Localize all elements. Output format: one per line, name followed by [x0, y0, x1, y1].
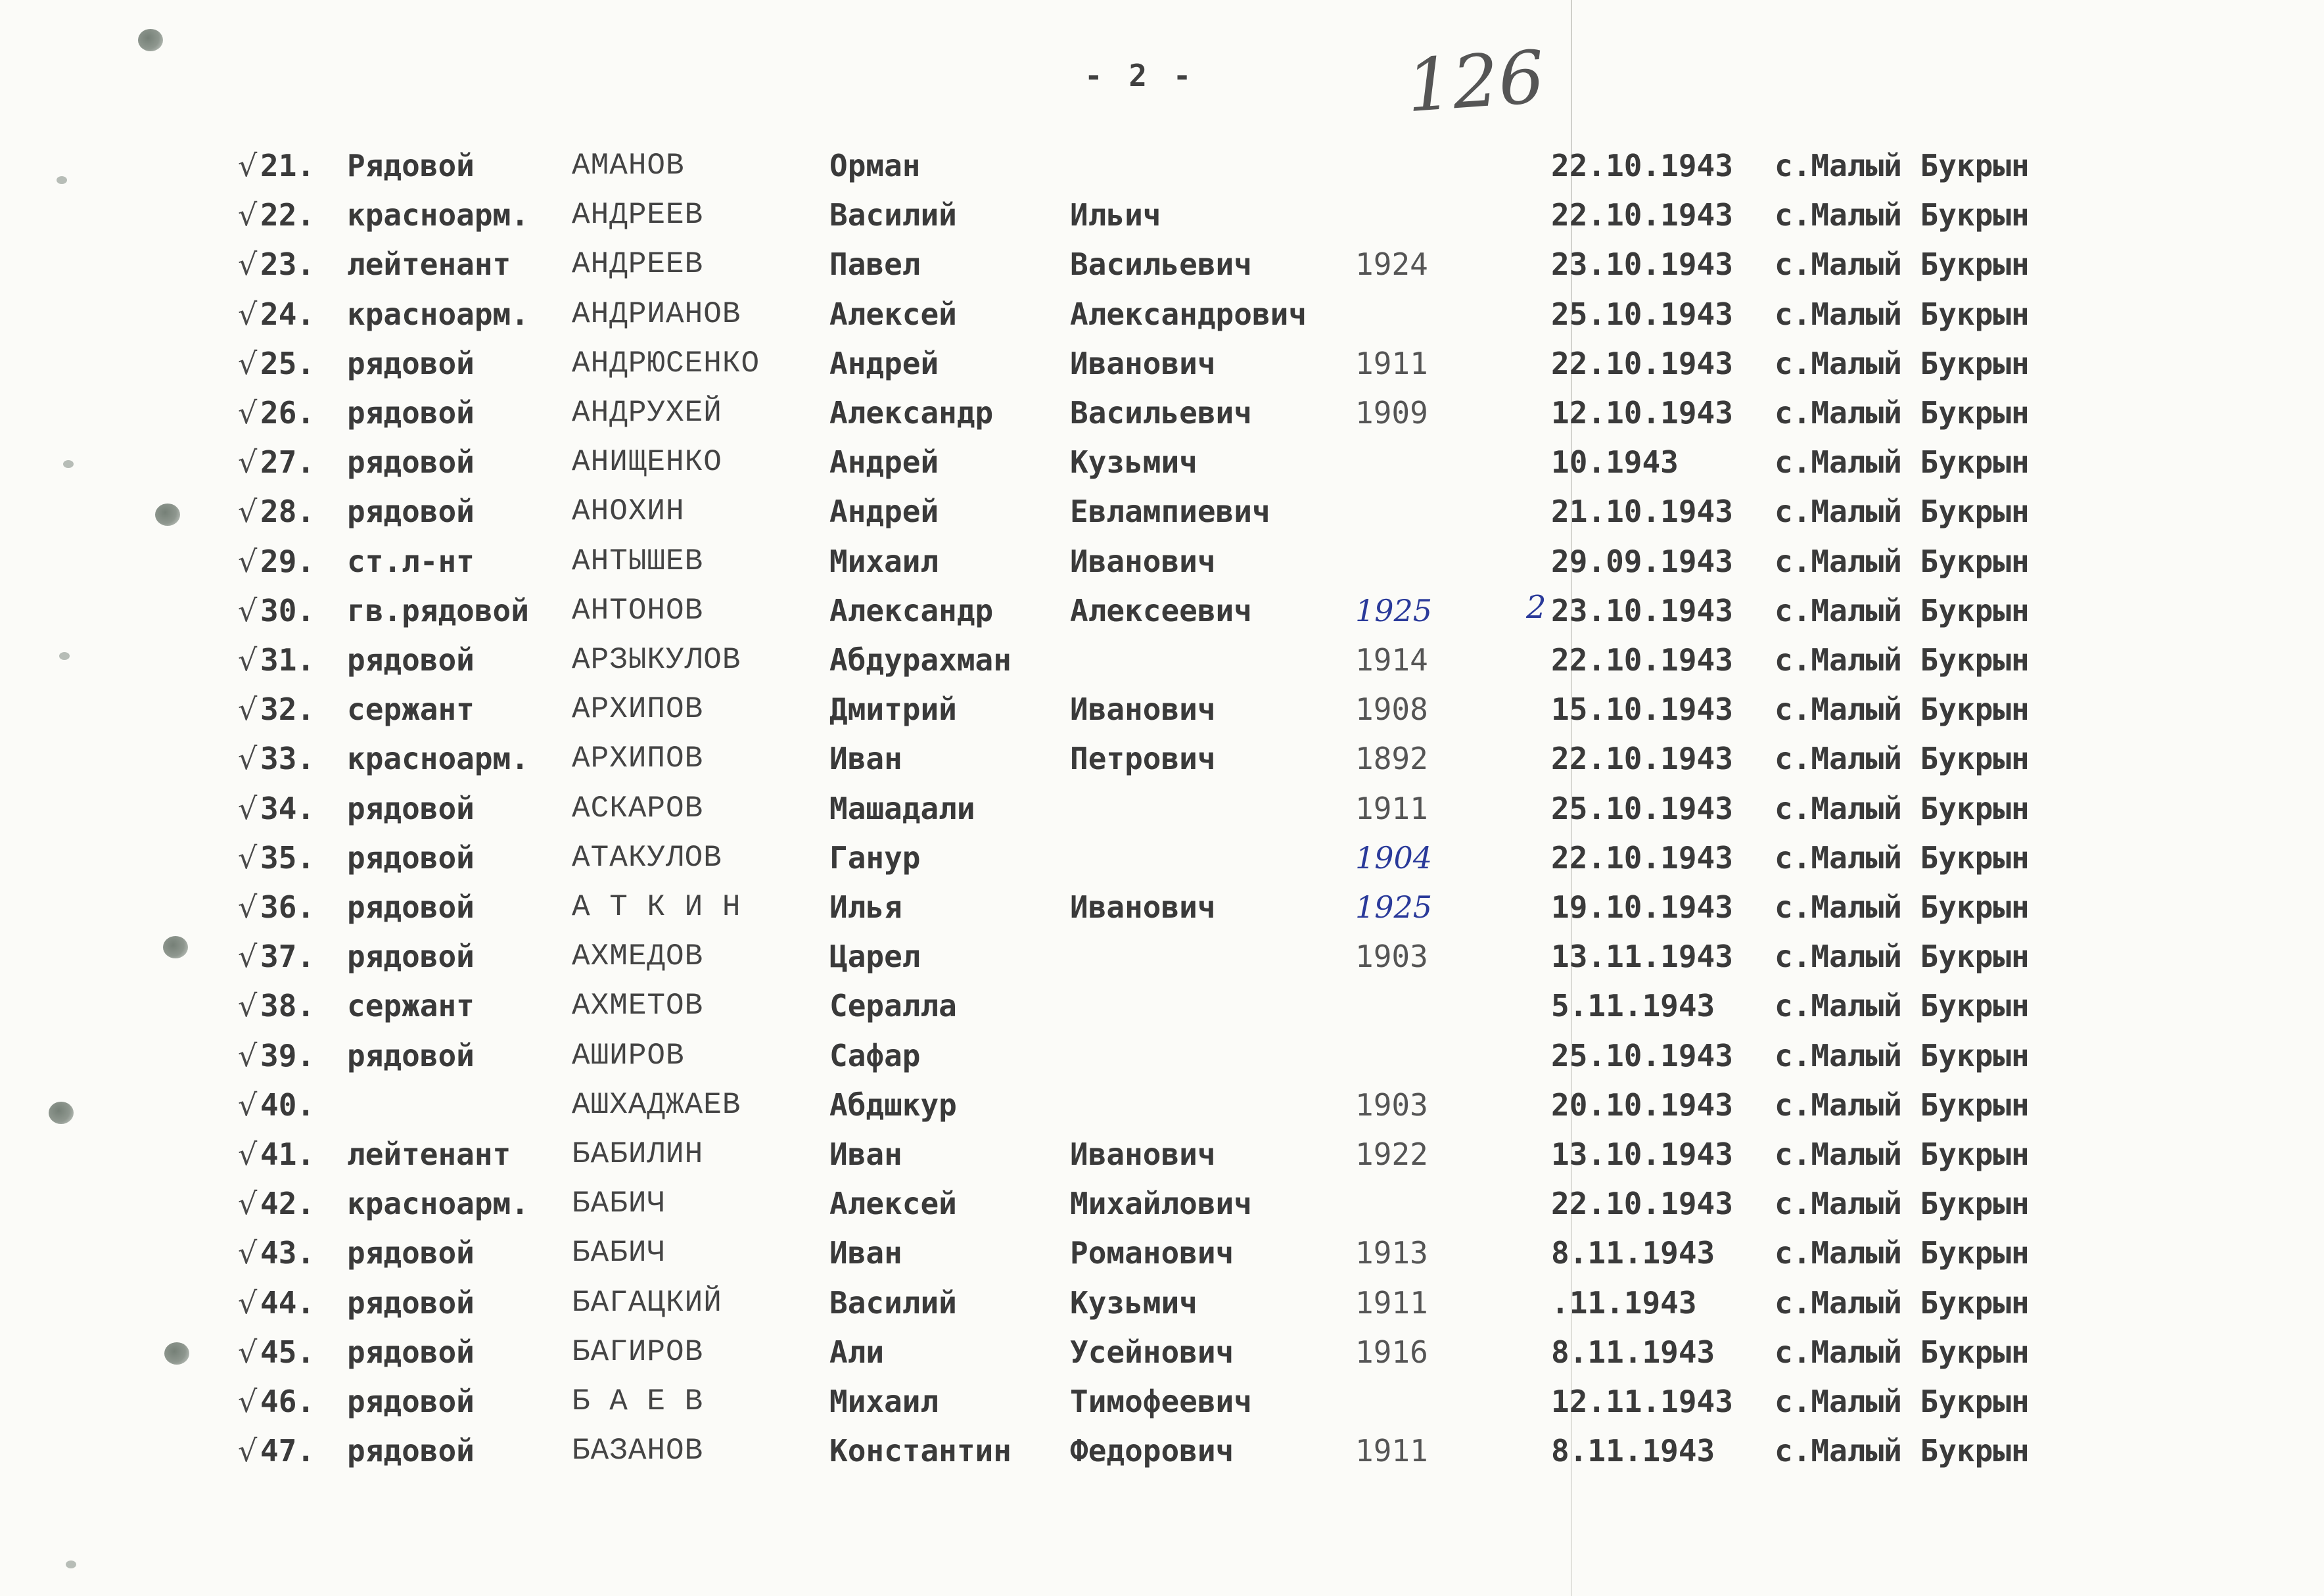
table-row [0, 438, 2169, 486]
rank: рядовой [347, 1037, 475, 1073]
patronymic: Ильич [1070, 197, 1161, 233]
patronymic: Васильевич [1070, 246, 1252, 283]
first-name: Сералла [829, 988, 957, 1024]
rank: рядовой [347, 345, 475, 381]
entry-number: 31. [260, 642, 315, 678]
first-name: Василий [829, 1284, 957, 1321]
death-date: 5.11.1943 [1551, 988, 1715, 1024]
burial-place: с.Малый Букрын [1775, 1186, 2030, 1222]
first-name: Иван [829, 1235, 902, 1271]
table-row [0, 1180, 2169, 1227]
death-date: 23.10.1943 [1551, 592, 1733, 628]
entry-number: 36. [260, 889, 315, 925]
first-name: Ганур [829, 839, 921, 876]
entry-number: 42. [260, 1186, 315, 1222]
table-row [0, 340, 2169, 387]
surname: АСКАРОВ [572, 791, 704, 826]
death-date: 22.10.1943 [1551, 345, 1733, 381]
first-name: Машадали [829, 790, 975, 826]
check-mark: √ [238, 988, 258, 1024]
death-date: 22.10.1943 [1551, 197, 1733, 233]
table-row [0, 785, 2169, 832]
patronymic: Иванович [1070, 1137, 1216, 1172]
rank: рядовой [347, 1284, 475, 1321]
surname: АНДРЕЕВ [572, 198, 704, 233]
death-date: 21.10.1943 [1551, 494, 1733, 530]
check-mark: √ [238, 1384, 258, 1419]
patronymic: Иванович [1070, 543, 1216, 579]
entry-number: 30. [260, 592, 315, 628]
death-date: 22.10.1943 [1551, 148, 1733, 183]
death-date: 22.10.1943 [1551, 642, 1733, 678]
first-name: Али [829, 1334, 885, 1370]
death-date: 29.09.1943 [1551, 543, 1733, 579]
rank: Рядовой [347, 148, 475, 183]
table-row [0, 587, 2169, 634]
table-row [0, 1032, 2169, 1079]
birth-year: 1925 [1355, 889, 1433, 925]
rank: рядовой [347, 642, 475, 678]
burial-place: с.Малый Букрын [1775, 1137, 2030, 1172]
surname: БАБИЛИН [572, 1137, 704, 1171]
folio-number: 126 [1403, 34, 1548, 129]
birth-year: 1924 [1355, 246, 1428, 283]
first-name: Абдшкур [829, 1087, 957, 1123]
birth-year: 1911 [1355, 790, 1428, 826]
first-name: Орман [829, 148, 921, 183]
first-name: Дмитрий [829, 692, 957, 728]
death-date: 10.1943 [1551, 444, 1679, 481]
death-date: 8.11.1943 [1551, 1235, 1715, 1271]
surname: АНДРИАНОВ [572, 296, 741, 331]
check-mark: √ [238, 889, 258, 925]
rank: рядовой [347, 494, 475, 530]
check-mark: √ [238, 494, 258, 530]
burial-place: с.Малый Букрын [1775, 1334, 2030, 1370]
burial-place: с.Малый Букрын [1775, 494, 2030, 530]
entry-number: 45. [260, 1334, 315, 1370]
check-mark: √ [238, 1087, 258, 1123]
patronymic: Тимофеевич [1070, 1384, 1252, 1419]
rank: рядовой [347, 1433, 475, 1469]
rank: рядовой [347, 790, 475, 826]
check-mark: √ [238, 1137, 258, 1172]
surname: АНТЫШЕВ [572, 544, 704, 578]
entry-number: 22. [260, 197, 315, 233]
surname: БАГАЦКИЙ [572, 1285, 722, 1320]
first-name: Василий [829, 197, 957, 233]
burial-place: с.Малый Букрын [1775, 741, 2030, 777]
check-mark: √ [238, 543, 258, 579]
check-mark: √ [238, 1186, 258, 1222]
death-date: 25.10.1943 [1551, 296, 1733, 332]
surname: АШИРОВ [572, 1038, 685, 1073]
surname: АХМЕТОВ [572, 989, 704, 1023]
first-name: Иван [829, 741, 902, 777]
surname: АНДРЮСЕНКО [572, 346, 760, 381]
entry-number: 24. [260, 296, 315, 332]
first-name: Михаил [829, 543, 939, 579]
first-name: Абдурахман [829, 642, 1011, 678]
first-name: Константин [829, 1433, 1011, 1469]
death-date: 20.10.1943 [1551, 1087, 1733, 1123]
first-name: Алексей [829, 1186, 957, 1222]
check-mark: √ [238, 1284, 258, 1321]
check-mark: √ [238, 839, 258, 876]
table-row [0, 1378, 2169, 1425]
death-date: 15.10.1943 [1551, 692, 1733, 728]
death-date: 22.10.1943 [1551, 1186, 1733, 1222]
first-name: Алексей [829, 296, 957, 332]
entry-number: 35. [260, 839, 315, 876]
death-date: 22.10.1943 [1551, 741, 1733, 777]
burial-place: с.Малый Букрын [1775, 790, 2030, 826]
birth-year: 1914 [1355, 642, 1428, 678]
page-number: - 2 - [1084, 58, 1196, 93]
surname: АРЗЫКУЛОВ [572, 643, 741, 677]
table-row [0, 883, 2169, 931]
burial-place: с.Малый Букрын [1775, 988, 2030, 1024]
rank: рядовой [347, 889, 475, 925]
surname: АХМЕДОВ [572, 939, 704, 974]
check-mark: √ [238, 1433, 258, 1469]
surname: АРХИПОВ [572, 692, 704, 727]
surname: А Т К И Н [572, 890, 741, 924]
table-row [0, 933, 2169, 980]
entry-number: 40. [260, 1087, 315, 1123]
death-date: 19.10.1943 [1551, 889, 1733, 925]
burial-place: с.Малый Букрын [1775, 197, 2030, 233]
burial-place: с.Малый Букрын [1775, 395, 2030, 431]
burial-place: с.Малый Букрын [1775, 592, 2030, 628]
burial-place: с.Малый Букрын [1775, 839, 2030, 876]
first-name: Александр [829, 592, 994, 628]
surname: АНДРЕЕВ [572, 247, 704, 282]
burial-place: с.Малый Букрын [1775, 296, 2030, 332]
surname: БАЗАНОВ [572, 1434, 704, 1468]
surname: БАБИЧ [572, 1236, 666, 1271]
entry-number: 37. [260, 939, 315, 975]
table-row [0, 389, 2169, 436]
rank: рядовой [347, 1235, 475, 1271]
check-mark: √ [238, 246, 258, 283]
surname: АРХИПОВ [572, 741, 704, 776]
death-date: 12.11.1943 [1551, 1384, 1733, 1419]
death-date: 23.10.1943 [1551, 246, 1733, 283]
check-mark: √ [238, 1037, 258, 1073]
birth-year: 1908 [1355, 692, 1428, 728]
burial-place: с.Малый Букрын [1775, 543, 2030, 579]
check-mark: √ [238, 1334, 258, 1370]
surname: БАГИРОВ [572, 1334, 704, 1369]
rank: рядовой [347, 395, 475, 431]
patronymic: Алексеевич [1070, 592, 1252, 628]
surname: АШХАДЖАЕВ [572, 1087, 741, 1122]
rank: сержант [347, 692, 475, 728]
death-date: 8.11.1943 [1551, 1334, 1715, 1370]
burial-place: с.Малый Букрын [1775, 1087, 2030, 1123]
birth-year: 1903 [1355, 939, 1428, 975]
patronymic: Федорович [1070, 1433, 1234, 1469]
rank: красноарм. [347, 197, 529, 233]
burial-place: с.Малый Букрын [1775, 1037, 2030, 1073]
rank: ст.л-нт [347, 543, 475, 579]
surname: АНДРУХЕЙ [572, 396, 722, 430]
patronymic: Романович [1070, 1235, 1234, 1271]
entry-number: 23. [260, 246, 315, 283]
rank: рядовой [347, 1384, 475, 1419]
rank: сержант [347, 988, 475, 1024]
table-row [0, 1427, 2169, 1474]
entry-number: 29. [260, 543, 315, 579]
patronymic: Иванович [1070, 889, 1216, 925]
surname: Б А Е В [572, 1384, 704, 1419]
table-row [0, 735, 2169, 782]
rank: рядовой [347, 939, 475, 975]
death-date: 13.11.1943 [1551, 939, 1733, 975]
patronymic: Петрович [1070, 741, 1216, 777]
death-date: .11.1943 [1551, 1284, 1697, 1321]
entry-number: 38. [260, 988, 315, 1024]
entry-number: 32. [260, 692, 315, 728]
patronymic: Васильевич [1070, 395, 1252, 431]
rank: рядовой [347, 1334, 475, 1370]
entry-number: 21. [260, 148, 315, 183]
birth-year: 1922 [1355, 1137, 1428, 1172]
patronymic: Усейнович [1070, 1334, 1234, 1370]
death-date: 25.10.1943 [1551, 790, 1733, 826]
burial-place: с.Малый Букрын [1775, 1284, 2030, 1321]
patronymic: Евлампиевич [1070, 494, 1270, 530]
rank: лейтенант [347, 246, 511, 283]
first-name: Иван [829, 1137, 902, 1172]
table-row [0, 1081, 2169, 1129]
check-mark: √ [238, 939, 258, 975]
birth-year: 1911 [1355, 345, 1428, 381]
rank: лейтенант [347, 1137, 511, 1172]
burial-place: с.Малый Букрын [1775, 1235, 2030, 1271]
rank: рядовой [347, 839, 475, 876]
patronymic: Иванович [1070, 692, 1216, 728]
check-mark: √ [238, 692, 258, 728]
birth-year: 1909 [1355, 395, 1428, 431]
table-row [0, 191, 2169, 239]
surname: АНОХИН [572, 494, 685, 529]
birth-year: 1904 [1355, 839, 1433, 876]
punch-hole [138, 29, 163, 51]
check-mark: √ [238, 741, 258, 777]
death-date: 8.11.1943 [1551, 1433, 1715, 1469]
rank: красноарм. [347, 1186, 529, 1222]
burial-place: с.Малый Букрын [1775, 246, 2030, 283]
birth-year: 1916 [1355, 1334, 1428, 1370]
burial-place: с.Малый Букрын [1775, 444, 2030, 481]
handwritten-correction: 2 [1526, 589, 1546, 626]
burial-place: с.Малый Букрын [1775, 939, 2030, 975]
entry-number: 33. [260, 741, 315, 777]
entry-number: 27. [260, 444, 315, 481]
patronymic: Иванович [1070, 345, 1216, 381]
entry-number: 25. [260, 345, 315, 381]
table-row [0, 1229, 2169, 1277]
surname: АНИЩЕНКО [572, 445, 722, 480]
table-row [0, 982, 2169, 1029]
surname: АМАНОВ [572, 149, 685, 183]
first-name: Царел [829, 939, 921, 975]
rank: гв.рядовой [347, 592, 529, 628]
first-name: Андрей [829, 494, 939, 530]
birth-year: 1925 [1355, 592, 1433, 628]
birth-year: 1911 [1355, 1433, 1428, 1469]
table-row [0, 291, 2169, 338]
patronymic: Александрович [1070, 296, 1307, 332]
rank: рядовой [347, 444, 475, 481]
burial-place: с.Малый Букрын [1775, 692, 2030, 728]
patronymic: Кузьмич [1070, 444, 1197, 481]
check-mark: √ [238, 296, 258, 332]
table-row [0, 142, 2169, 189]
birth-year: 1903 [1355, 1087, 1428, 1123]
birth-year: 1913 [1355, 1235, 1428, 1271]
death-date: 13.10.1943 [1551, 1137, 1733, 1172]
birth-year: 1911 [1355, 1284, 1428, 1321]
surname: БАБИЧ [572, 1186, 666, 1221]
table-row [0, 488, 2169, 535]
table-row [0, 834, 2169, 881]
entry-number: 43. [260, 1235, 315, 1271]
check-mark: √ [238, 395, 258, 431]
burial-place: с.Малый Букрын [1775, 889, 2030, 925]
entry-number: 41. [260, 1137, 315, 1172]
check-mark: √ [238, 592, 258, 628]
first-name: Сафар [829, 1037, 921, 1073]
rank: красноарм. [347, 296, 529, 332]
burial-place: с.Малый Букрын [1775, 345, 2030, 381]
table-row [0, 636, 2169, 684]
check-mark: √ [238, 1235, 258, 1271]
surname: АТАКУЛОВ [572, 840, 722, 875]
burial-place: с.Малый Букрын [1775, 1384, 2030, 1419]
first-name: Андрей [829, 444, 939, 481]
death-date: 25.10.1943 [1551, 1037, 1733, 1073]
check-mark: √ [238, 148, 258, 183]
entry-number: 46. [260, 1384, 315, 1419]
table-row [0, 1131, 2169, 1178]
check-mark: √ [238, 444, 258, 481]
entry-number: 44. [260, 1284, 315, 1321]
first-name: Илья [829, 889, 902, 925]
death-date: 12.10.1943 [1551, 395, 1733, 431]
entry-number: 28. [260, 494, 315, 530]
first-name: Александр [829, 395, 994, 431]
burial-place: с.Малый Букрын [1775, 642, 2030, 678]
check-mark: √ [238, 197, 258, 233]
entry-number: 39. [260, 1037, 315, 1073]
table-row [0, 1279, 2169, 1326]
patronymic: Кузьмич [1070, 1284, 1197, 1321]
table-row [0, 241, 2169, 288]
table-row [0, 538, 2169, 585]
first-name: Андрей [829, 345, 939, 381]
patronymic: Михайлович [1070, 1186, 1252, 1222]
table-row [0, 1328, 2169, 1376]
check-mark: √ [238, 642, 258, 678]
check-mark: √ [238, 790, 258, 826]
entry-number: 26. [260, 395, 315, 431]
entry-number: 47. [260, 1433, 315, 1469]
entry-number: 34. [260, 790, 315, 826]
rank: красноарм. [347, 741, 529, 777]
birth-year: 1892 [1355, 741, 1428, 777]
paper-speck [66, 1561, 76, 1568]
surname: АНТОНОВ [572, 593, 704, 628]
first-name: Павел [829, 246, 921, 283]
table-row [0, 686, 2169, 733]
burial-place: с.Малый Букрын [1775, 148, 2030, 183]
death-date: 22.10.1943 [1551, 839, 1733, 876]
burial-place: с.Малый Букрын [1775, 1433, 2030, 1469]
first-name: Михаил [829, 1384, 939, 1419]
check-mark: √ [238, 345, 258, 381]
